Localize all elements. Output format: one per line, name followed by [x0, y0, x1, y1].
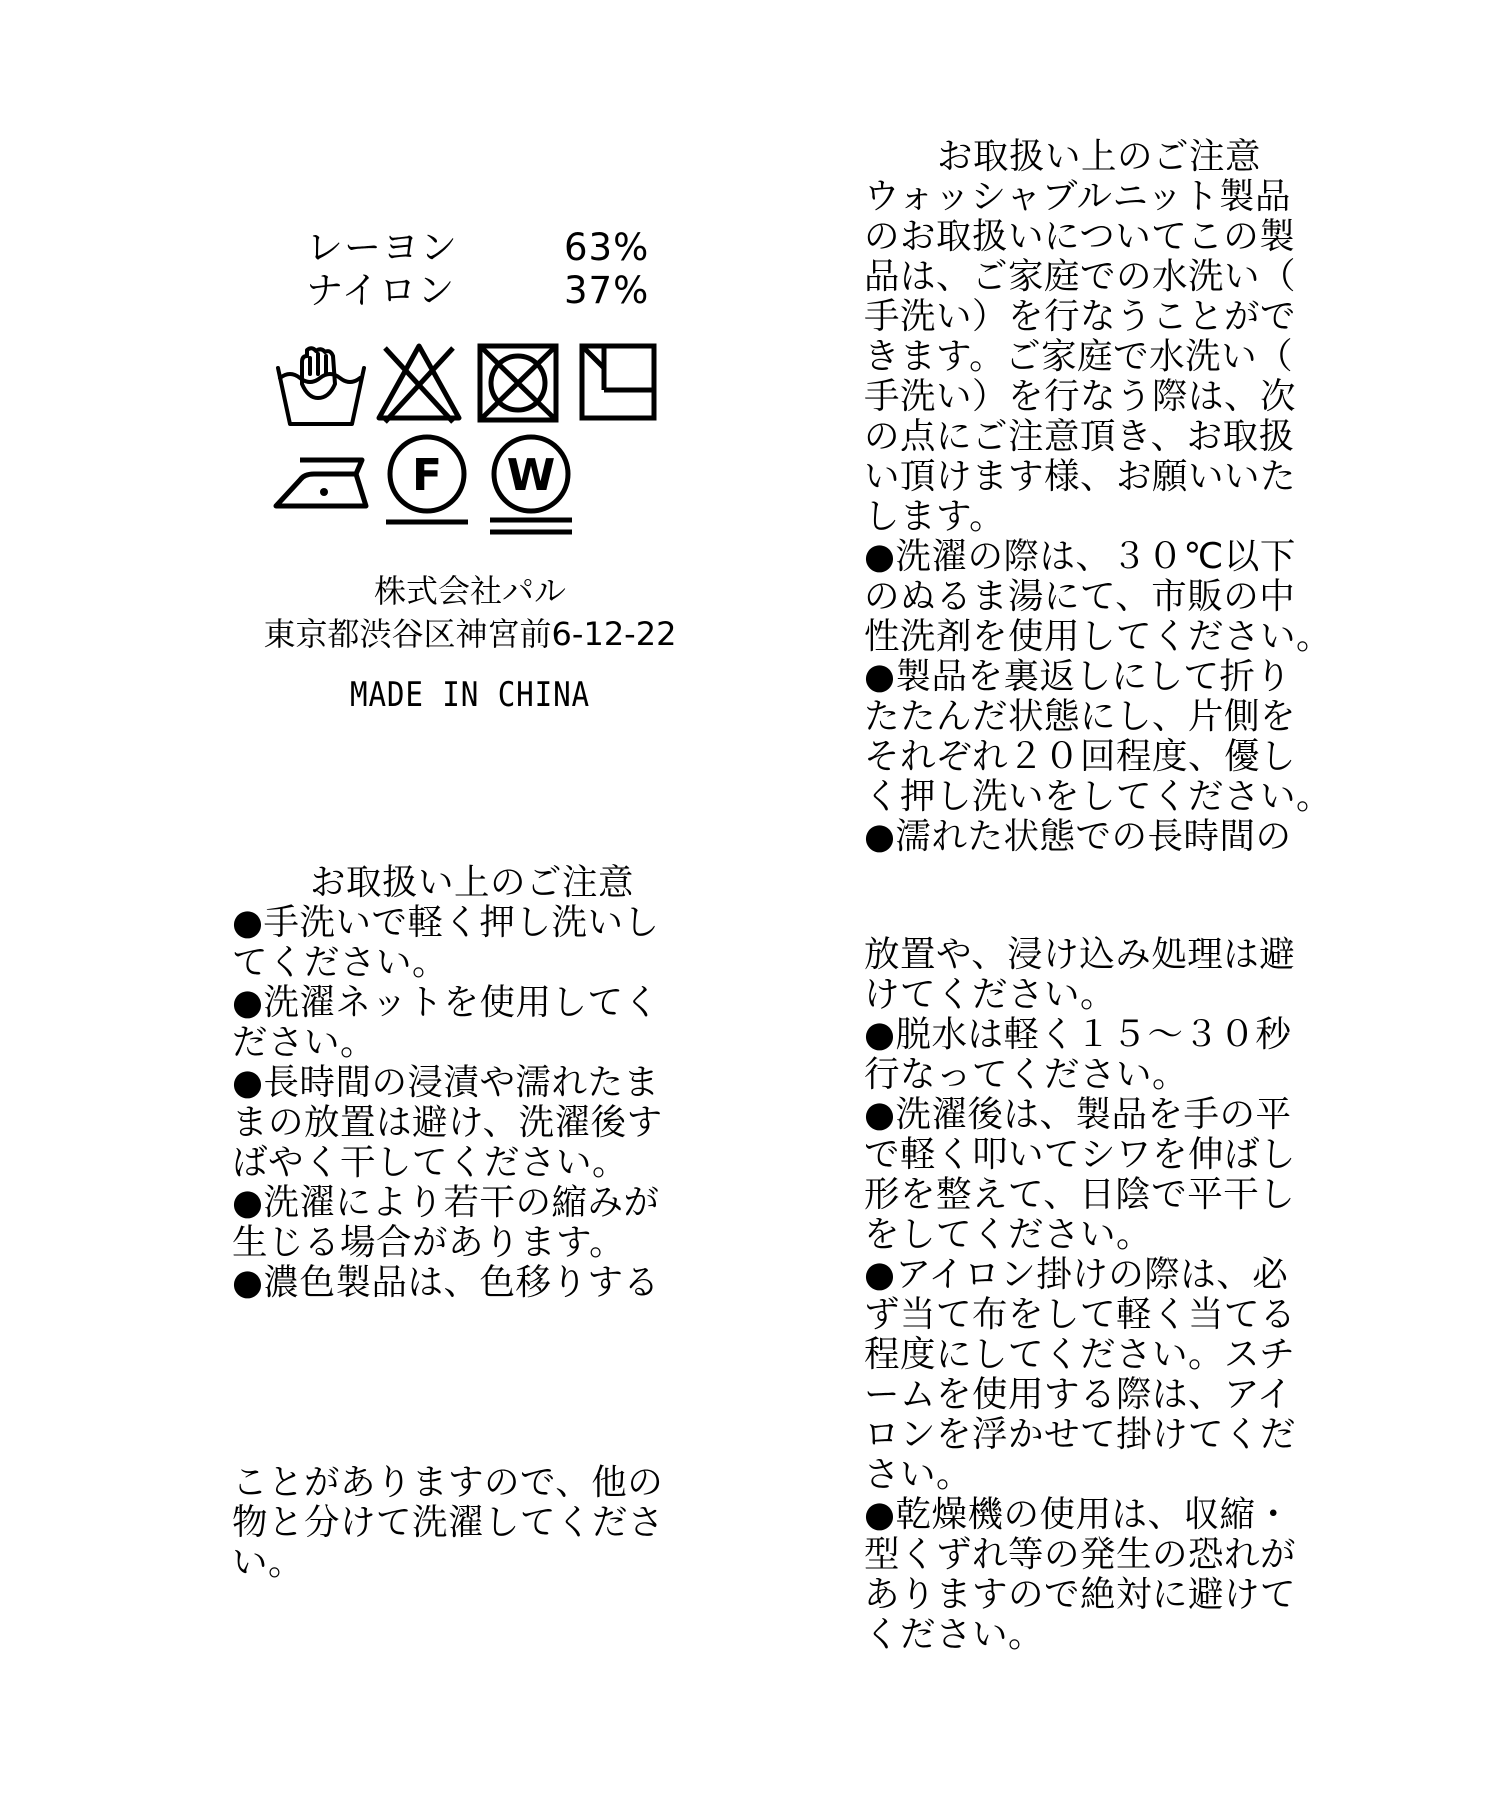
care-note-line: で軽く叩いてシワを伸ばし — [864, 1134, 1297, 1175]
care-note-line: 生じる場合があります。 — [232, 1222, 626, 1263]
care-note-line: い頂けます様、お願いいた — [864, 456, 1297, 497]
fiber-composition — [306, 226, 666, 312]
company-info — [240, 570, 700, 656]
fiber-name: ナイロン — [306, 269, 456, 312]
dry-clean-letter: F — [411, 450, 443, 501]
care-note-line: ず当て布をして軽く当てる — [864, 1294, 1297, 1335]
right-care-notes-continued — [864, 935, 1334, 1655]
care-note-line: それぞれ２０回程度、優し — [864, 736, 1297, 777]
care-note-line: ありますので絶対に避けて — [864, 1574, 1297, 1615]
care-note-line: ●手洗いで軽く押し洗いし — [232, 902, 660, 943]
composition-row — [306, 269, 666, 312]
care-note-line: ください。 — [864, 1614, 1045, 1655]
care-note-line: ロンを浮かせて掛けてくだ — [864, 1414, 1297, 1455]
care-note-line: 手洗い）を行なうことがで — [864, 296, 1297, 337]
care-notes-title: お取扱い上のご注意 — [309, 862, 634, 903]
care-note-line: さい。 — [864, 1454, 973, 1495]
care-note-line: ●洗濯後は、製品を手の平 — [864, 1094, 1292, 1135]
no-tumble-dry-icon — [476, 342, 560, 424]
wet-clean-letter: W — [506, 450, 556, 501]
care-note-line: きます。ご家庭で水洗い（ — [864, 336, 1294, 377]
care-note-line: ●長時間の浸漬や濡れたま — [232, 1062, 660, 1103]
no-bleach-icon — [373, 338, 465, 424]
care-note-line: 放置や、浸け込み処理は避 — [864, 934, 1296, 975]
care-note-line: まの放置は避け、洗濯後す — [232, 1102, 663, 1143]
country-of-origin: MADE IN CHINA — [349, 675, 591, 715]
care-note-line: てください。 — [232, 942, 449, 983]
care-note-line: 性洗剤を使用してください。 — [864, 616, 1333, 657]
care-note-line: のお取扱いについてこの製 — [864, 216, 1296, 257]
care-note-line: ●洗濯ネットを使用してく — [232, 982, 660, 1023]
care-note-line: ウォッシャブルニット製品 — [864, 176, 1292, 217]
care-note-line: けてください。 — [864, 974, 1117, 1015]
care-note-line: ●脱水は軽く１５～３０秒 — [864, 1014, 1292, 1055]
fiber-name: レーヨン — [306, 226, 458, 269]
care-note-line: 物と分けて洗濯してくださ — [232, 1502, 665, 1543]
care-note-line: ●洗濯により若干の縮みが — [232, 1182, 660, 1223]
care-note-line: します。 — [864, 496, 1006, 537]
care-notes-title: お取扱い上のご注意 — [936, 136, 1261, 177]
care-note-line: ●洗濯の際は、３０℃以下 — [864, 536, 1296, 577]
care-note-line: ●濃色製品は、色移りする — [232, 1262, 660, 1303]
care-note-line: の点にご注意頂き、お取扱 — [864, 416, 1295, 457]
care-note-line: ●濡れた状態での長時間の — [864, 816, 1292, 857]
care-note-line: のぬるま湯にて、市販の中 — [864, 576, 1296, 617]
line-dry-shade-icon — [578, 342, 658, 422]
care-note-line: 品は、ご家庭での水洗い（ — [864, 256, 1297, 297]
care-note-line: たたんだ状態にし、片側を — [864, 696, 1297, 737]
company-address: 東京都渋谷区神宮前6-12-22 — [263, 615, 677, 653]
fiber-percent: 37% — [564, 269, 650, 312]
care-note-line: 行なってください。 — [864, 1054, 1189, 1095]
care-note-line: ●アイロン掛けの際は、必 — [864, 1254, 1289, 1295]
hand-wash-icon — [272, 344, 368, 426]
care-note-line: 程度にしてください。スチ — [864, 1334, 1296, 1375]
left-care-notes — [232, 863, 712, 1303]
wet-clean-w-icon — [484, 430, 578, 538]
left-care-notes-continued — [232, 1463, 712, 1583]
fiber-percent: 63% — [564, 226, 650, 269]
care-note-line: く押し洗いをしてください。 — [864, 776, 1333, 817]
dry-clean-f-icon — [380, 430, 474, 530]
composition-row — [306, 226, 666, 269]
care-note-line: ばやく干してください。 — [232, 1142, 629, 1183]
care-note-line: 形を整えて、日陰で平干し — [864, 1174, 1296, 1215]
care-note-line: ●乾燥機の使用は、収縮・ — [864, 1494, 1292, 1535]
low-iron-icon — [270, 440, 378, 512]
care-note-line: ームを使用する際は、アイ — [864, 1374, 1293, 1415]
care-note-line: 型くずれ等の発生の恐れが — [864, 1534, 1297, 1575]
right-care-notes — [864, 137, 1334, 857]
care-note-line: ●製品を裏返しにして折り — [864, 656, 1292, 697]
care-note-line: ださい。 — [232, 1022, 377, 1063]
care-note-line: ことがありますので、他の — [232, 1462, 664, 1503]
company-name: 株式会社パル — [373, 572, 566, 610]
care-note-line: い。 — [232, 1542, 305, 1583]
care-note-line: 手洗い）を行なう際は、次 — [864, 376, 1297, 417]
care-note-line: をしてください。 — [864, 1214, 1153, 1255]
